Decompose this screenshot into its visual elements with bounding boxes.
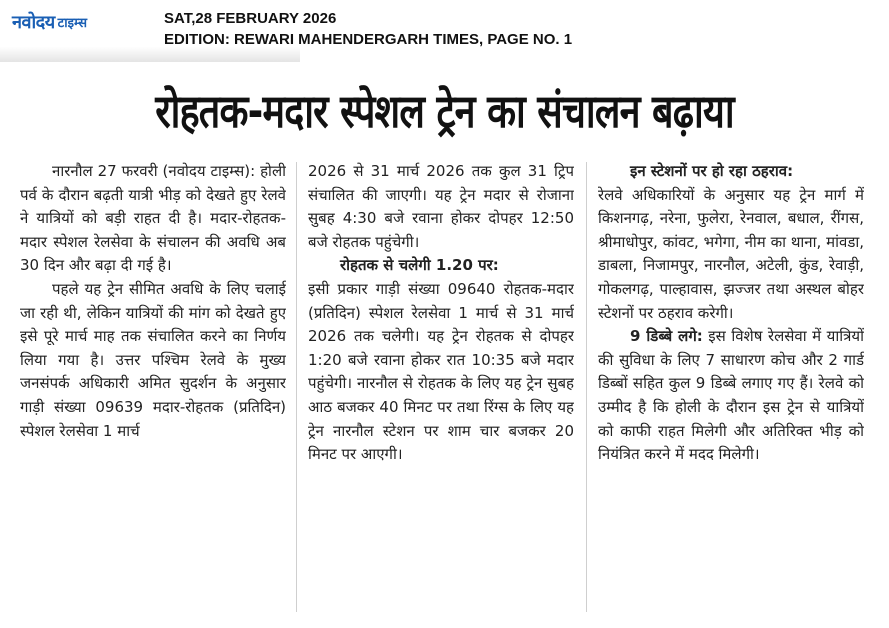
subheading: रोहतक से चलेगी 1.20 पर: [340, 256, 499, 275]
paragraph: पहले यह ट्रेन सीमित अवधि के लिए चलाई जा रही थी, लेकिन यात्रियों की मांग को देखते हुए इसे पूरे मार्च माह तक संचालित करने का निर्णय लिया गया है। उत्तर पश्चिम रेलवे के मुख्य जनसंपर्क अधिकारी अमित सुदर्शन के अनुसार गाड़ी संख्या 09639 मदार-रोहतक (प्रतिदिन) स्पेशल रेलसेवा 1 मार्च [20, 279, 286, 440]
article-column-3 [598, 160, 864, 620]
edition-meta [164, 8, 572, 50]
logo-main-text: नवोदय [12, 12, 55, 33]
article-column-1 [20, 160, 286, 620]
logo-sub-text: टाइम्स [57, 16, 87, 31]
masthead [0, 0, 889, 62]
subheading: इन स्टेशनों पर हो रहा ठहराव: [630, 162, 794, 180]
paragraph: इसी प्रकार गाड़ी संख्या 09640 रोहतक-मदार (प्रतिदिन) स्पेशल रेलसेवा 1 मार्च से 31 मार्च 2026 तक चलेगी। यह ट्रेन रोहतक से दोपहर 1:20 बजे रवाना होकर रात 10:35 बजे मदार पहुंचेगी। नारनौल से रोहतक के लिए यह ट्रेन सुबह आठ बजकर 40 मिनट पर तथा रिंग्स के लिए यह ट्रेन नारनौल स्टेशन पर शाम चार बजकर 20 मिनट पर आएगी। [308, 279, 574, 464]
paragraph: 2026 से 31 मार्च 2026 तक कुल 31 ट्रिप संचालित की जाएगी। यह ट्रेन मदार से रोजाना सुबह 4:30 बजे रवाना होकर दोपहर 12:50 बजे रोहतक पहुंचेगी। [308, 162, 574, 251]
article-column-2 [308, 160, 574, 620]
subheading: 9 डिब्बे लगे: [630, 327, 703, 346]
column-divider [586, 162, 587, 612]
article-headline: रोहतक-मदार स्पेशल ट्रेन का संचालन बढ़ाया [155, 84, 734, 138]
paragraph: रेलवे अधिकारियों के अनुसार यह ट्रेन मार्ग में किशनगढ़, नरेना, फुलेरा, रेनवाल, बधाल, रींगस, श्रीमाधोपुर, कांवट, भगेगा, नीम का थाना, मांवडा, डाबला, निजामपुर, नारनौल, अटेली, कुंड, रेवाड़ी, गोकलगढ़, पाल्हावास, झज्जर तथा अस्थल बोहर स्टेशनों पर ठहराव करेगी। [598, 185, 864, 322]
paragraph: नारनौल 27 फरवरी (नवोदय टाइम्स): होली पर्व के दौरान बढ़ती यात्री भीड़ को देखते हुए रेलवे ने यात्रियों को बड़ी राहत दी है। मदार-रोहतक-मदार स्पेशल रेलसेवा के संचालन की अवधि अब 30 दिन और बढ़ा दी गई है। [20, 162, 286, 275]
edition-line: EDITION: REWARI MAHENDERGARH TIMES, PAGE NO. 1 [164, 31, 573, 48]
date-line: SAT,28 FEBRUARY 2026 [164, 10, 337, 27]
newspaper-logo [12, 9, 138, 35]
column-divider [296, 162, 297, 612]
paragraph: इस विशेष रेलसेवा में यात्रियों की सुविधा के लिए 7 साधारण कोच और 2 गार्ड डिब्बों सहित कुल 9 डिब्बे लगाए गए हैं। रेलवे को उम्मीद है कि होली के दौरान इस ट्रेन से यात्रियों को काफी राहत मिलेगी और अतिरिक्त भीड़ को नियंत्रित करने में मदद मिलेगी। [598, 327, 864, 464]
